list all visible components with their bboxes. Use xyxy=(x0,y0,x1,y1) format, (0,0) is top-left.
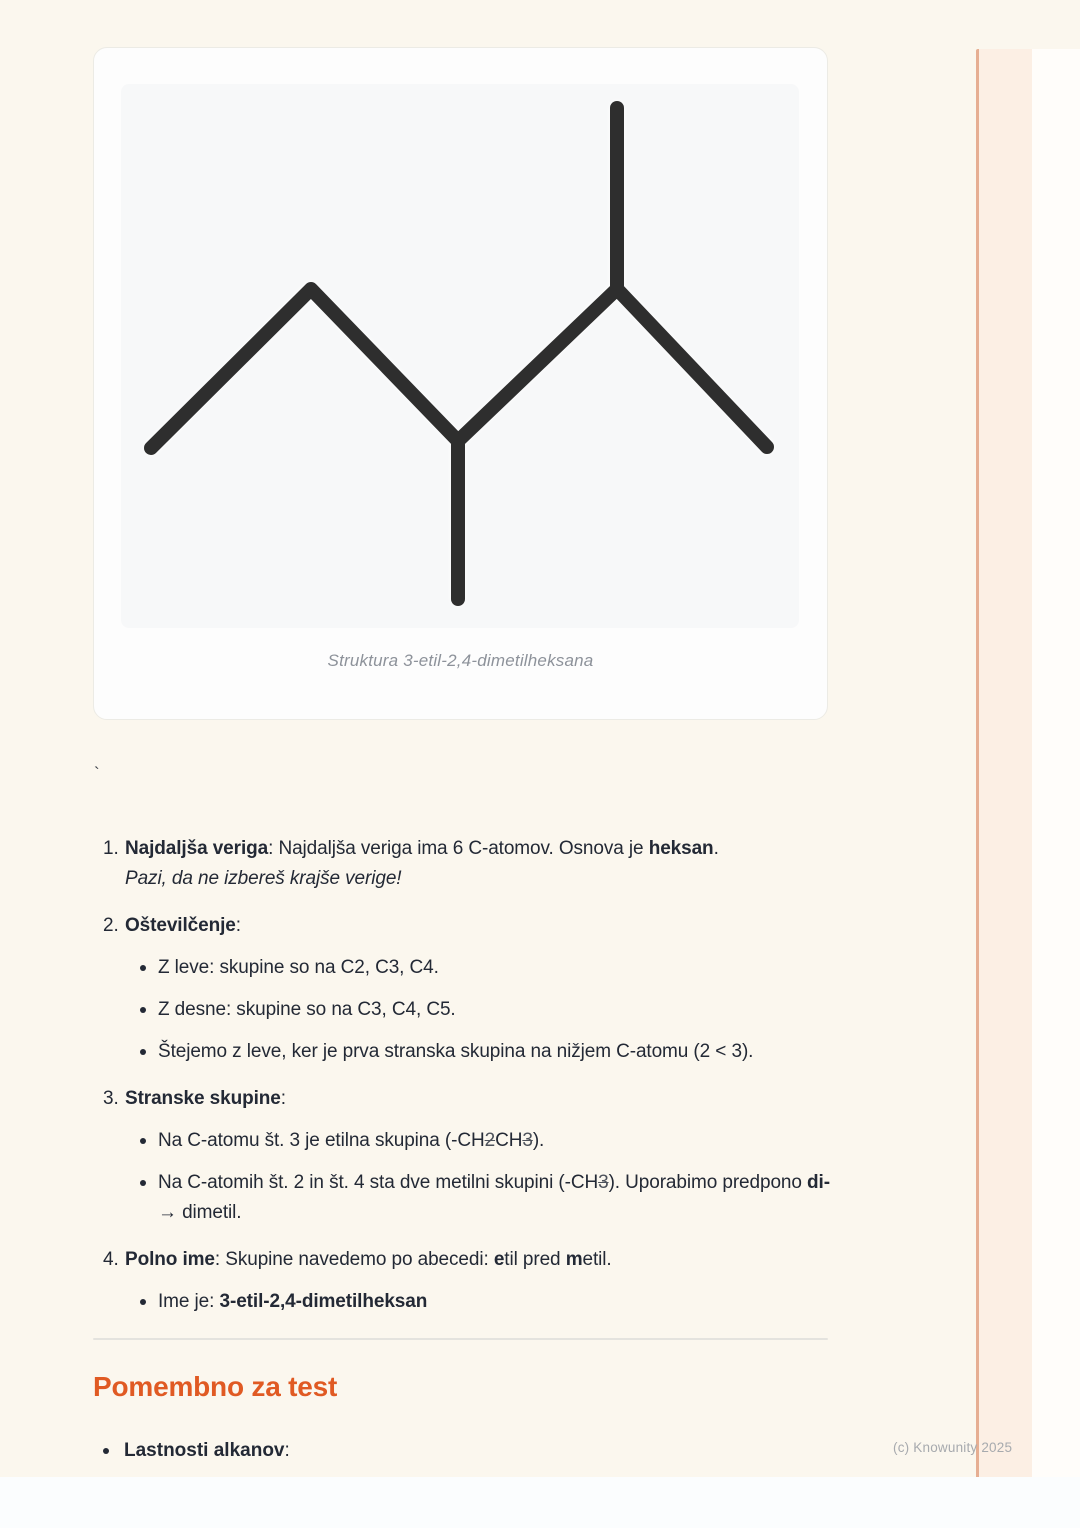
sub-bullet xyxy=(125,1037,853,1067)
list-item-3 xyxy=(93,1084,853,1228)
page-edge-background xyxy=(1031,49,1080,1477)
bullet-dot xyxy=(140,1299,146,1305)
sub-bullet xyxy=(125,1168,853,1228)
sub-bullet xyxy=(125,1287,853,1317)
list-item-1 xyxy=(93,834,853,894)
page-edge-stripe xyxy=(976,49,1032,1477)
sub-bullet-text: Na C-atomih št. 2 in št. 4 sta dve metilni skupini (-CH3). Uporabimo predpono di- → dimetil. xyxy=(158,1172,830,1223)
page-bottom-strip xyxy=(0,1477,1080,1528)
bullet-dot xyxy=(140,965,146,971)
sub-bullet xyxy=(125,995,853,1025)
skeletal-formula-strokes xyxy=(151,108,767,599)
list-item-text: Najdaljša veriga: Najdaljša veriga ima 6 C-atomov. Osnova je heksan. xyxy=(125,838,719,859)
bullet-dot xyxy=(140,1138,146,1144)
list-item-number: 3. xyxy=(103,1088,119,1109)
top-level-bullet xyxy=(93,1436,793,1466)
list-item-note: Pazi, da ne izbereš krajše verige! xyxy=(125,868,402,889)
watermark: (c) Knowunity 2025 xyxy=(893,1440,1013,1455)
bullet-dot xyxy=(140,1049,146,1055)
list-item-text: Oštevilčenje: xyxy=(125,915,241,936)
bullet-dot xyxy=(140,1180,146,1186)
numbered-list xyxy=(93,834,853,1334)
sub-bullet xyxy=(125,1126,853,1156)
sub-bullet-text: Na C-atomu št. 3 je etilna skupina (-CH2CH3). xyxy=(158,1130,545,1151)
list-item-number: 2. xyxy=(103,915,119,936)
stray-backtick: ` xyxy=(94,764,100,783)
list-item-text: Polno ime: Skupine navedemo po abecedi: etil pred metil. xyxy=(125,1249,612,1270)
section-heading: Pomembno za test xyxy=(93,1371,338,1402)
list-item-number: 1. xyxy=(103,838,119,859)
sub-bullet-text: Z desne: skupine so na C3, C4, C5. xyxy=(158,999,456,1020)
figure-caption: Struktura 3-etil-2,4-dimetilheksana xyxy=(327,651,594,670)
section-divider xyxy=(93,1338,828,1340)
bullet-dot xyxy=(103,1448,109,1454)
list-item-4 xyxy=(93,1245,853,1317)
skeletal-formula-icon xyxy=(121,84,799,628)
list-item-2 xyxy=(93,911,853,1067)
top-level-bullet-text: Lastnosti alkanov: xyxy=(124,1440,290,1461)
list-item-text: Stranske skupine: xyxy=(125,1088,286,1109)
list-item-number: 4. xyxy=(103,1249,119,1270)
sub-bullet xyxy=(125,953,853,983)
figure-card xyxy=(93,47,828,720)
bullet-dot xyxy=(140,1007,146,1013)
sub-bullet-text: Z leve: skupine so na C2, C3, C4. xyxy=(158,957,439,978)
sub-bullet-text: Ime je: 3-etil-2,4-dimetilheksan xyxy=(158,1291,428,1312)
sub-bullet-text: Štejemo z leve, ker je prva stranska skupina na nižjem C-atomu (2 < 3). xyxy=(158,1041,754,1062)
figure-image xyxy=(121,84,799,628)
